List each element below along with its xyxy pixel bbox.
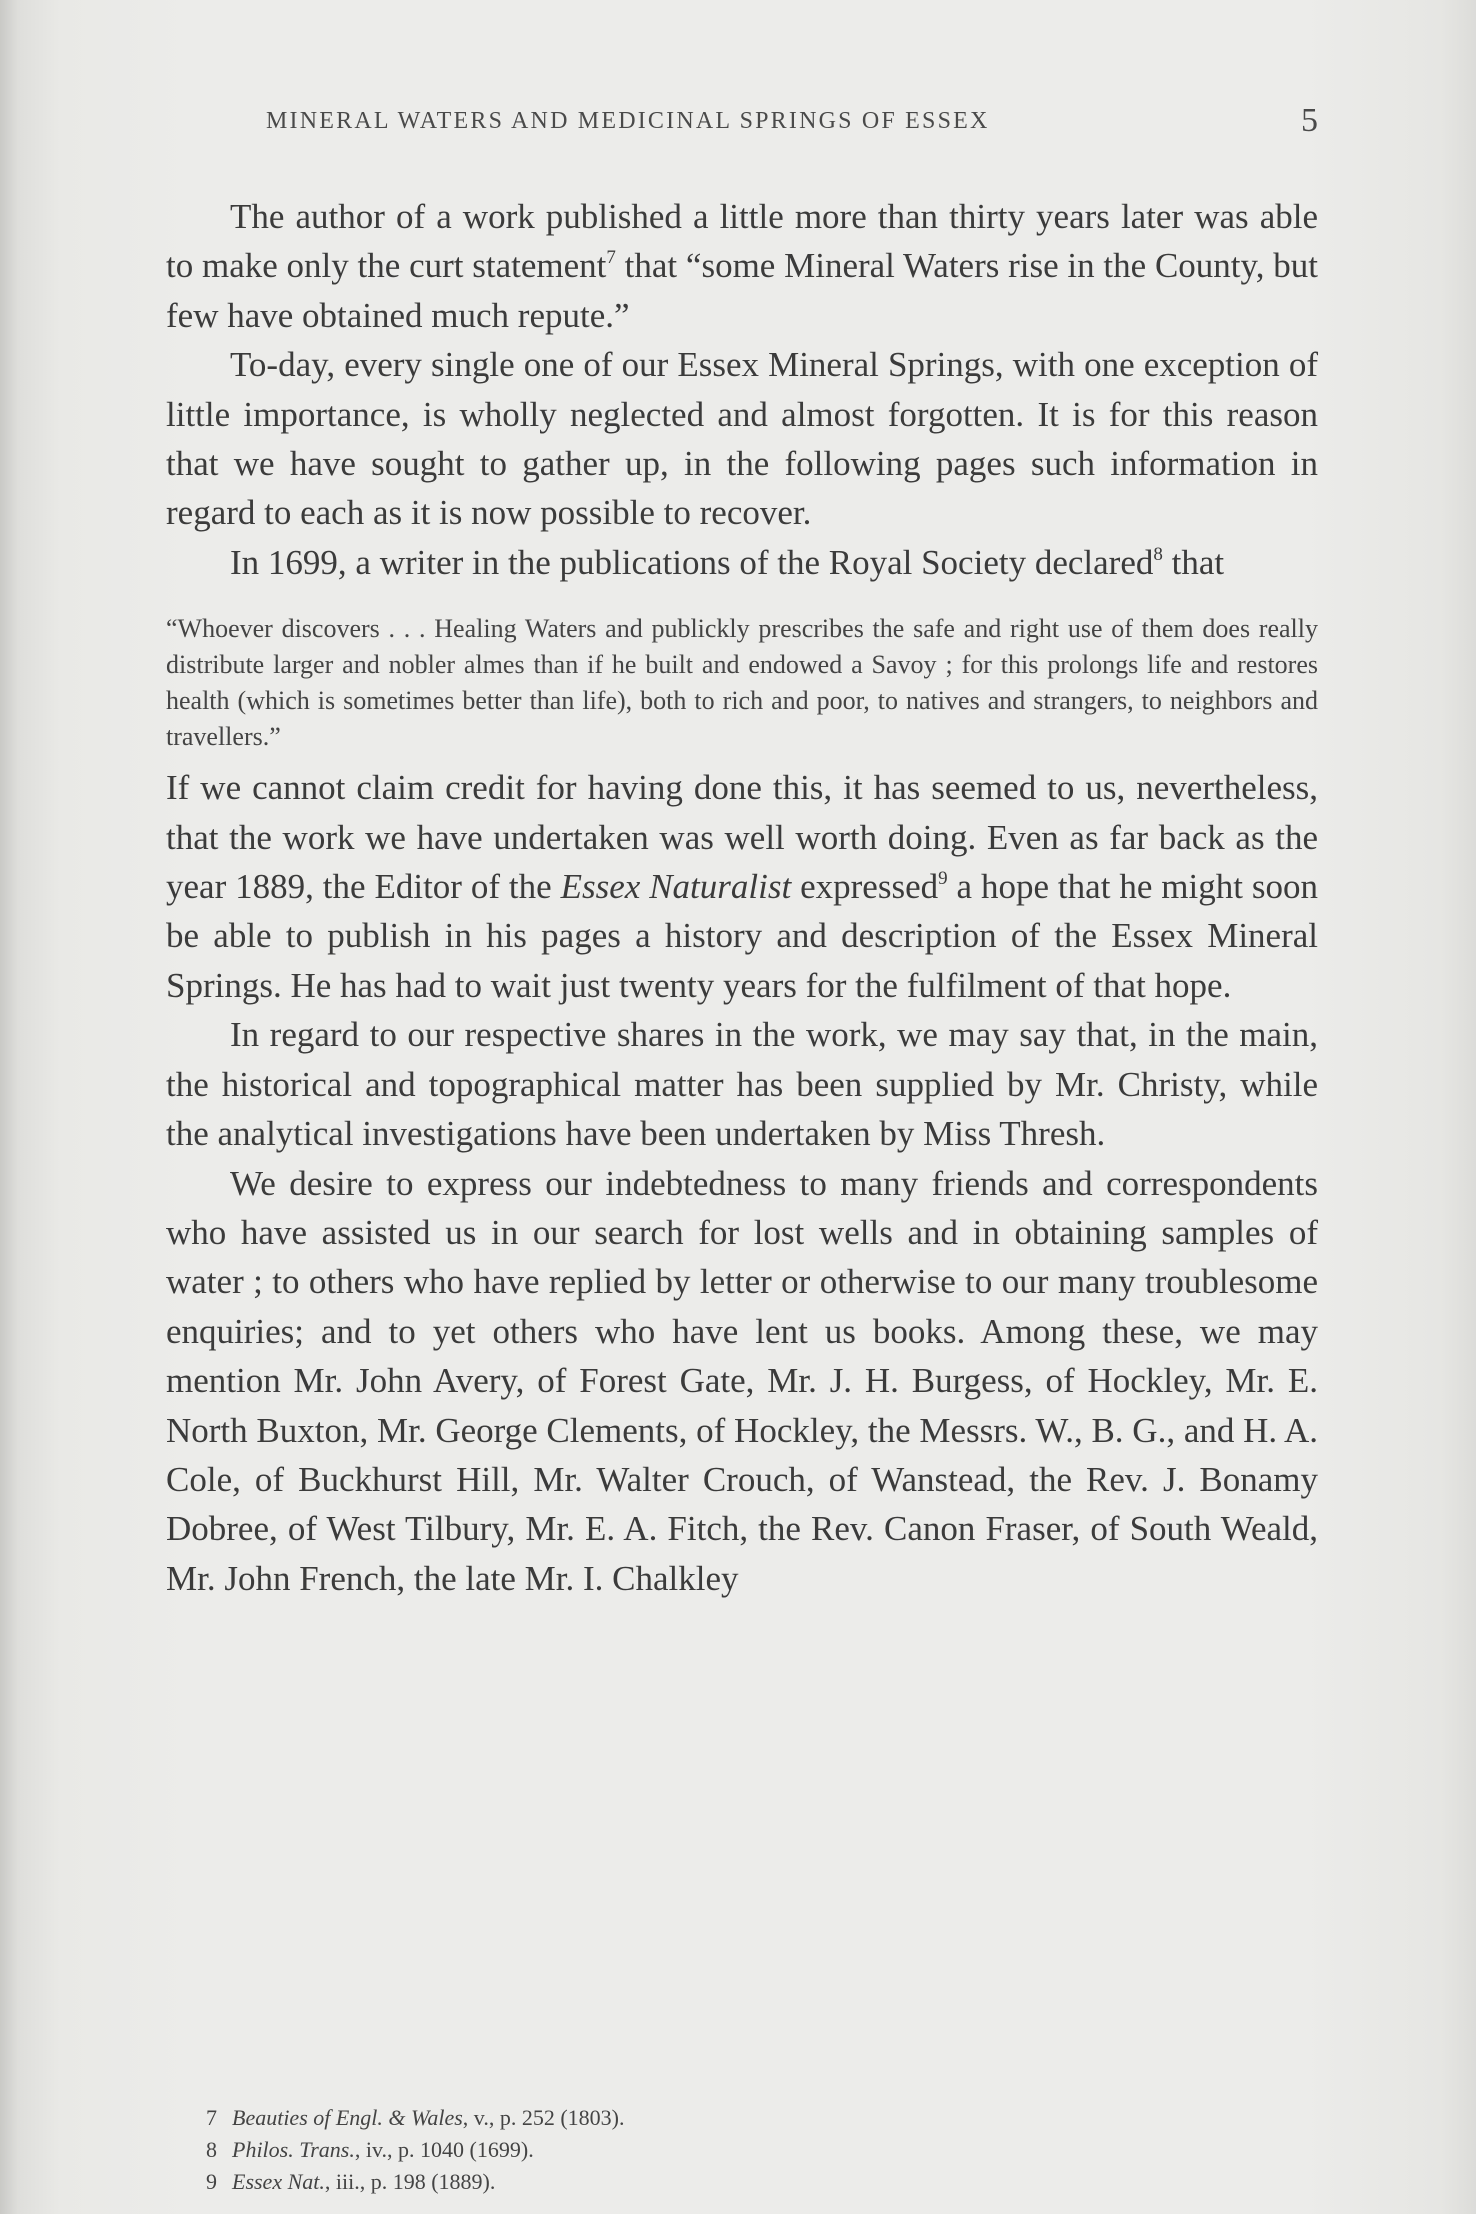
footnote-detail: , iii., p. 198 (1889). <box>324 2169 496 2194</box>
footnote-source: Essex Nat. <box>232 2169 325 2194</box>
footnote-detail: , v., p. 252 (1803). <box>462 2105 625 2130</box>
footnote-7 <box>206 2102 906 2134</box>
footnote-8 <box>206 2134 906 2166</box>
paragraph-5: In regard to our respective shares in the work, we may say that, in the main, the historical and topographical matter has been supplied by Mr. Christy, while the analytical investigations have been undertaken by Miss Thresh. <box>166 1015 1318 1154</box>
note-ref-9: 9 <box>938 868 948 890</box>
paragraph-2: To-day, every single one of our Essex Mineral Springs, with one exception of little importance, is wholly neglected and almost forgotten. It is for this reason that we have sought to gather up, in the following pages such information in regard to each as it is now possible to recover. <box>166 345 1318 533</box>
footnote-9 <box>206 2166 906 2198</box>
page-number: 5 <box>1301 102 1318 139</box>
paragraph-3-text-b: that <box>1162 542 1225 582</box>
paragraph-4-text-a: If we cannot claim credit for having done this, it has seemed to us, nevertheless, that the work we have undertaken was well worth doing. Even as far back as the year 1889, the Editor of the <box>166 768 1318 907</box>
footnote-source: Philos. Trans. <box>232 2137 355 2162</box>
footnote-number: 7 <box>206 2105 217 2130</box>
journal-title: Essex Naturalist <box>560 867 792 907</box>
paragraph-3 <box>166 538 1318 587</box>
block-quote: “Whoever discovers . . . Healing Waters and publickly prescribes the safe and right use of them does really distribute larger and nobler almes than if he built and endowed a Savoy ; for this prolongs life and restores health (which is sometimes better than life), both to rich and poor, to natives and strangers, to neighbors and travellers.” <box>166 614 1318 752</box>
running-title: MINERAL WATERS AND MEDICINAL SPRINGS OF ESSEX <box>266 108 990 134</box>
footnote-source: Beauties of Engl. & Wales <box>232 2105 463 2130</box>
footnote-detail: , iv., p. 1040 (1699). <box>354 2137 534 2162</box>
paragraph-1-text-b: that “some Mineral Waters rise in the County, but few have obtained much repute.” <box>166 246 1318 335</box>
footnote-number: 8 <box>206 2137 217 2162</box>
paragraph-4 <box>166 763 1318 1010</box>
note-ref-7: 7 <box>606 247 616 269</box>
paragraph-4-text-b: expressed <box>791 867 939 907</box>
body-text <box>166 192 1318 1603</box>
paragraph-4-text-c: a hope that he might soon be able to publish in his pages a history and description of the Essex Mineral Springs. He has had to wait just twenty years for the fulfilment of that hope. <box>166 867 1318 1005</box>
footnotes <box>206 2102 906 2198</box>
footnote-number: 9 <box>206 2169 217 2194</box>
running-head <box>266 102 1318 148</box>
note-ref-8: 8 <box>1153 543 1163 565</box>
paragraph-6: We desire to express our indebtedness to many friends and correspondents who have assisted us in our search for lost wells and in obtaining samples of water ; to others who have replied by letter or otherwise to our many troublesome enquiries; and to yet others who have lent us books. Among these, we may mention Mr. John Avery, of Forest Gate, Mr. J. H. Burgess, of Hockley, Mr. E. North Buxton, Mr. George Clements, of Hockley, the Messrs. W., B. G., and H. A. Cole, of Buckhurst Hill, Mr. Walter Crouch, of Wanstead, the Rev. J. Bonamy Dobree, of West Tilbury, Mr. E. A. Fitch, the Rev. Canon Fraser, of South Weald, Mr. John French, the late Mr. I. Chalkley <box>166 1163 1318 1598</box>
paragraph-1 <box>166 192 1318 340</box>
paragraph-1-text-a: The author of a work published a little more than thirty years later was able to make only the curt statement <box>166 197 1318 286</box>
paragraph-3-text-a: In 1699, a writer in the publications of the Royal Society declared <box>230 542 1154 582</box>
